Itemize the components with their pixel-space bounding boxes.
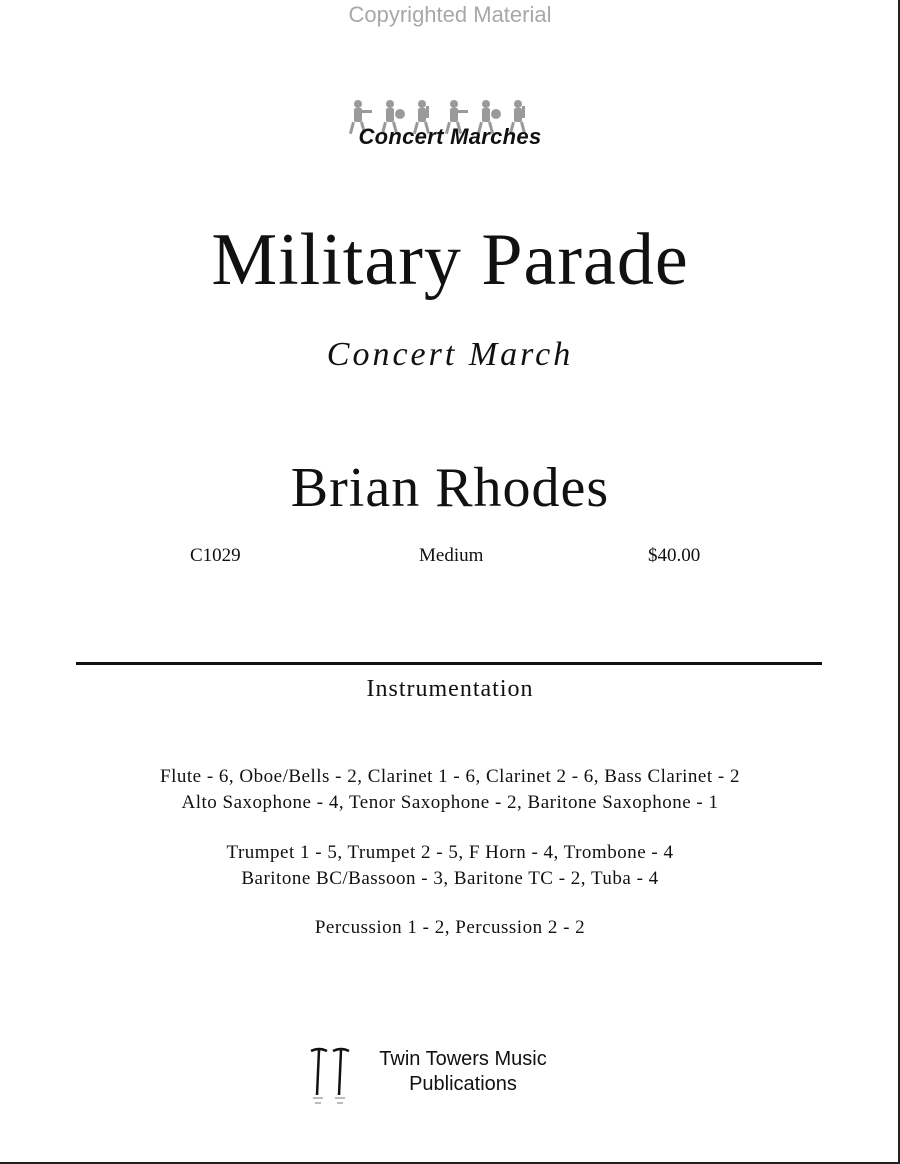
- brass-list: [0, 840, 900, 892]
- piece-subtitle: Concert March: [326, 336, 574, 373]
- instrument-line: Percussion 1 - 2, Percussion 2 - 2: [314, 917, 586, 938]
- instrumentation-heading: Instrumentation: [366, 676, 534, 702]
- woodwinds-list: [0, 764, 900, 816]
- section-divider: [76, 662, 822, 665]
- catalog-code: C1029: [190, 545, 241, 566]
- twin-towers-logo-icon: [305, 1045, 355, 1107]
- instrument-line: Alto Saxophone - 4, Tenor Saxophone - 2, Baritone Saxophone - 1: [181, 792, 719, 813]
- composer-name: Brian Rhodes: [290, 457, 610, 519]
- series-name: Concert Marches: [358, 124, 542, 149]
- copyright-watermark: Copyrighted Material: [348, 2, 552, 27]
- instrument-line: Trumpet 1 - 5, Trumpet 2 - 5, F Horn - 4, Trombone - 4: [226, 842, 674, 863]
- series-logo: [330, 98, 570, 168]
- publisher-line-1: Twin Towers Music: [379, 1048, 547, 1070]
- instrument-line: Flute - 6, Oboe/Bells - 2, Clarinet 1 - 6, Clarinet 2 - 6, Bass Clarinet - 2: [160, 766, 740, 787]
- publisher-line-2: Publications: [409, 1073, 517, 1095]
- publisher-block: [305, 1045, 565, 1107]
- piece-title: Military Parade: [211, 219, 689, 301]
- publisher-name: [363, 1047, 563, 1097]
- price: $40.00: [648, 545, 701, 566]
- percussion-list: [0, 915, 900, 941]
- difficulty-level: Medium: [419, 545, 484, 566]
- instrument-line: Baritone BC/Bassoon - 3, Baritone TC - 2, Tuba - 4: [241, 868, 659, 889]
